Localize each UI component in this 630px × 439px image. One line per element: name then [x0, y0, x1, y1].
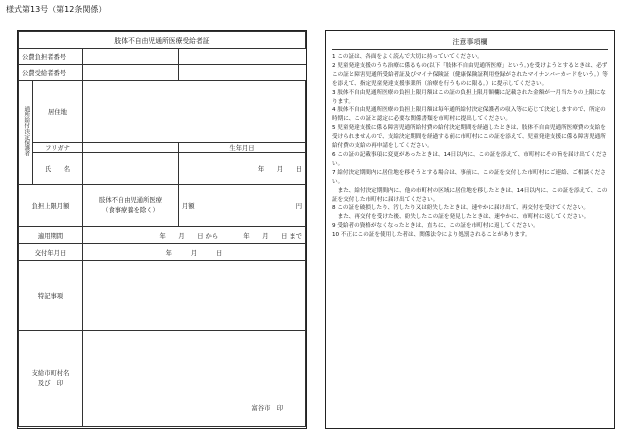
municipality-label: 支給市町村名 及び 印	[19, 331, 83, 427]
notes-title: 注意事項欄	[332, 35, 608, 50]
form-number: 様式第13号（第12条関係）	[6, 5, 107, 14]
monthly-label: 月額	[182, 203, 195, 210]
period-label: 適用期間	[19, 227, 83, 244]
name-label: 氏 名	[33, 153, 83, 185]
note-item: 2 児童発達支援のうち治療に係るもの(以下「肢体不自由児通所医療」という。)を受けようとするときは、必ずこの証と障害児通所受給者証及びマイナ保険証（健康保険証利用登録がされたマイナンバーカードをいう。）等を添えて、指定児童発達支援事業所（治療を行うものに限る。）に提示してください。	[332, 62, 608, 87]
name-value	[83, 153, 179, 185]
provider-number-label: 公費負担者番号	[19, 49, 83, 65]
certificate-table	[18, 31, 306, 427]
note-item: 1 この証は、各面をよく読んで大切に持っていてください。	[332, 54, 483, 60]
certificate-front	[17, 30, 307, 429]
certificate-back	[325, 30, 615, 429]
limit-description	[83, 185, 179, 227]
address-label: 居住地	[33, 81, 83, 143]
address-value	[83, 81, 306, 143]
furigana-label: フリガナ	[33, 143, 83, 153]
note-item: 6 この証の記載事項に変更があったときは、14日以内に、この証を添えて、市町村にその旨を届け出てください。	[332, 151, 608, 167]
municipality-seal: 富谷市 印	[83, 331, 306, 427]
note-item: 5 児童発達支援に係る障害児通所給付費の給付決定期間を経過したときは、肢体不自由児通所医療費の支給を受けられませんので、支給決定期間を経過する前に市町村にこの証を添えて、児童発達支援に係る障害児通所給付費の支給の再申請をしてください。	[332, 125, 606, 150]
special-notes-value	[83, 261, 306, 331]
birthdate-value: 年 月 日	[179, 153, 306, 185]
recipient-number-value	[83, 65, 179, 81]
limit-description-line1: 肢体不自由児通所医療	[99, 196, 162, 204]
note-item: 9 受給者の資格がなくなったときは、直ちに、この証を市町村に返してください。	[332, 223, 539, 230]
limit-label: 負担上限月額	[19, 185, 83, 227]
birthdate-label: 生年月日	[179, 143, 306, 153]
period-value: 年 月 日 から 年 月 日 まで	[83, 227, 306, 244]
provider-number-value	[83, 49, 179, 65]
note-item: また、給付決定期間内に、他の市町村の区域に居住地を移したときは、14日以内に、この証を添えて、この証を交付した市町村に届け出てください。	[332, 187, 608, 203]
guardian-group-label: 通所給付決定保護者	[19, 81, 33, 185]
certificate-title: 肢体不自由児通所医療受給者証	[19, 32, 306, 49]
note-item: また、再交付を受けた後、紛失したこの証を発見したときは、速やかに、市町村に返してください。	[332, 214, 590, 221]
furigana-value	[83, 143, 179, 153]
note-item: 3 肢体不自由児通所医療の負担上限月額はこの証の負担上限月額欄に記載された金額が一月当たりの上限になります。	[332, 89, 606, 105]
issue-date-value: 年 月 日	[83, 244, 306, 261]
note-item: 8 この証を破損したり、汚したり又は紛失したときは、速やかに届け出て、再交付を受けてください。	[332, 205, 589, 212]
notes-list	[326, 50, 614, 243]
note-item: 10 不正にこの証を使用した者は、関係法令により処罰されることがあります。	[332, 232, 531, 239]
recipient-number-label: 公費受給者番号	[19, 65, 83, 81]
limit-amount	[179, 185, 306, 227]
note-item: 7 給付決定期間内に居住地を移そうとする場合は、事前に、この証を交付した市町村にご連絡、ご相談ください。	[332, 169, 606, 185]
note-item: 4 肢体不自由児通所医療の負担上限月額は毎年通所給付決定保護者の収入等に応じて決定しますので、所定の時期に、この証と認定に必要な関係書類を市町村に提出してください。	[332, 107, 606, 123]
issue-date-label: 交付年月日	[19, 244, 83, 261]
yen-label: 円	[295, 203, 302, 210]
limit-description-line2: （食事療養を除く）	[102, 206, 159, 214]
special-notes-label: 特記事項	[19, 261, 83, 331]
